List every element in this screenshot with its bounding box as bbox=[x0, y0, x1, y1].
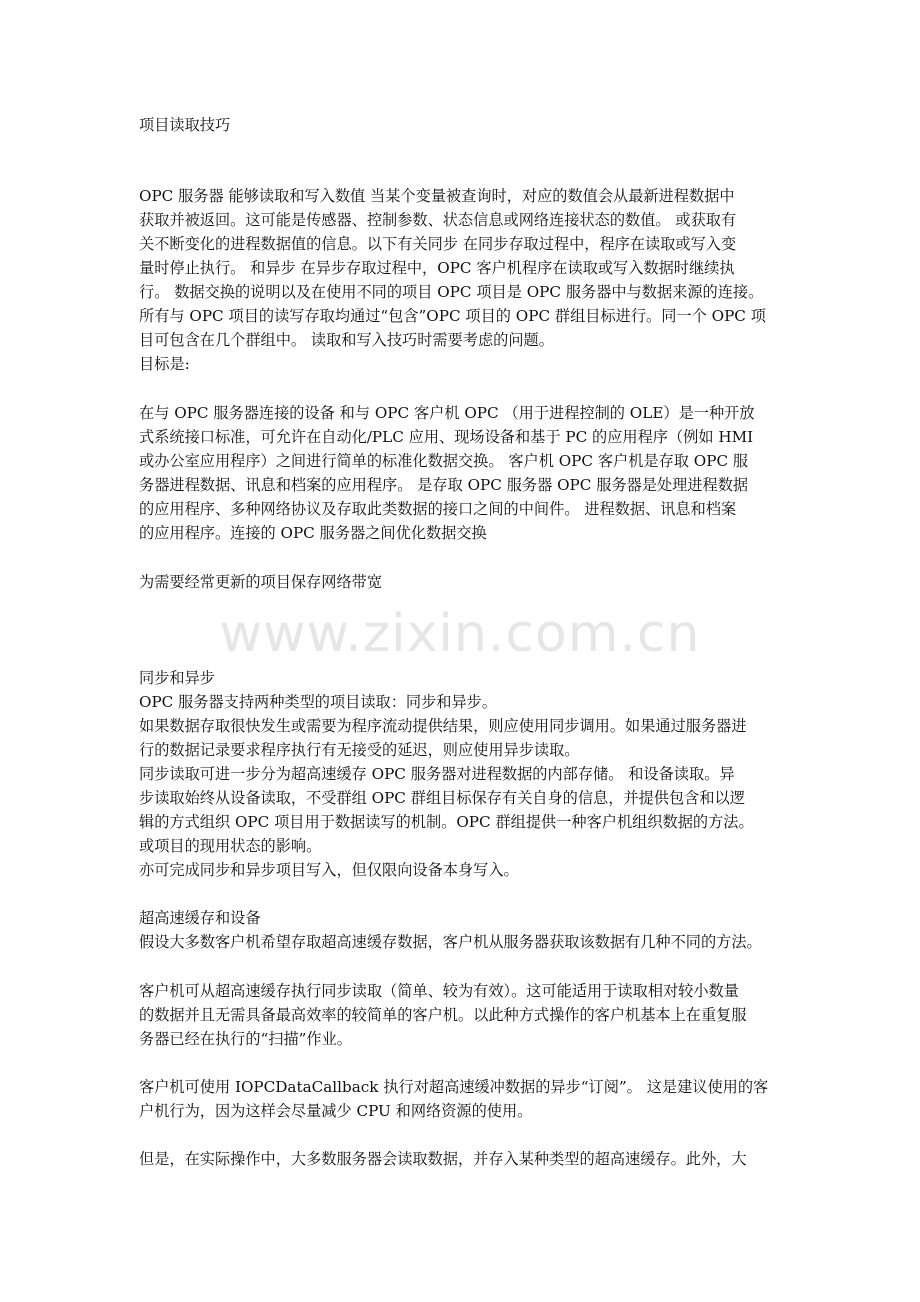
paragraph-line: 但是，在实际操作中，大多数服务器会读取数据，并存入某种类型的超高速缓存。此外，大 bbox=[139, 1150, 747, 1168]
paragraph-line: 为需要经常更新的项目保存网络带宽 bbox=[139, 573, 382, 591]
paragraph-line: 的应用程序。连接的 OPC 服务器之间优化数据交换 bbox=[139, 524, 487, 542]
paragraph-line: OPC 服务器 能够读取和写入数值 当某个变量被查询时，对应的数值会从最新进程数据中 bbox=[139, 187, 735, 205]
paragraph-line: 步读取始终从设备读取，不受群组 OPC 群组目标保存有关自身的信息，并提供包含和以逻 bbox=[139, 789, 745, 807]
paragraph-line: 亦可完成同步和异步项目写入，但仅限向设备本身写入。 bbox=[139, 861, 519, 879]
paragraph-line: 务器已经在执行的“扫描”作业。 bbox=[139, 1030, 352, 1048]
section-heading: 同步和异步 bbox=[139, 669, 215, 687]
paragraph-line: 在与 OPC 服务器连接的设备 和与 OPC 客户机 OPC （用于进程控制的 OLE）是一种开放 bbox=[139, 404, 755, 422]
paragraph-line: 所有与 OPC 项目的读写存取均通过“包含”OPC 项目的 OPC 群组目标进行。同一个 OPC 项 bbox=[139, 307, 766, 325]
paragraph-line: 式系统接口标准，可允许在自动化/PLC 应用、现场设备和基于 PC 的应用程序（例如 HMI bbox=[139, 428, 754, 446]
paragraph-line: 目可包含在几个群组中。 读取和写入技巧时需要考虑的问题。 bbox=[139, 331, 554, 349]
paragraph-line: 同步读取可进一步分为超高速缓存 OPC 服务器对进程数据的内部存储。 和设备读取。异 bbox=[139, 765, 735, 783]
paragraph-line: 的数据并且无需具备最高效率的较简单的客户机。以此种方式操作的客户机基本上在重复服 bbox=[139, 1006, 747, 1024]
paragraph-line: 户机行为，因为这样会尽量减少 CPU 和网络资源的使用。 bbox=[139, 1102, 533, 1120]
paragraph-line: 辑的方式组织 OPC 项目用于数据读写的机制。OPC 群组提供一种客户机组织数据的方法。 bbox=[139, 813, 754, 831]
paragraph-line: 务器进程数据、讯息和档案的应用程序。 是存取 OPC 服务器 OPC 服务器是处理进程数据 bbox=[139, 476, 749, 494]
watermark: www.zixin.com.cn bbox=[219, 604, 701, 664]
section-heading: 超高速缓存和设备 bbox=[139, 909, 261, 927]
document-title: 项目读取技巧 bbox=[139, 116, 231, 134]
paragraph-line: 行的数据记录要求程序执行有无接受的延迟，则应使用异步读取。 bbox=[139, 741, 580, 759]
paragraph-line: 或项目的现用状态的影响。 bbox=[139, 837, 322, 855]
paragraph-line: 量时停止执行。 和异步 在异步存取过程中，OPC 客户机程序在读取或写入数据时继续执 bbox=[139, 259, 735, 277]
paragraph-line: 目标是: bbox=[139, 355, 190, 373]
paragraph-line: 客户机可使用 IOPCDataCallback 执行对超高速缓冲数据的异步“订阅”。 这是建议使用的客 bbox=[139, 1078, 769, 1096]
paragraph-line: 或办公室应用程序）之间进行简单的标准化数据交换。 客户机 OPC 客户机是存取 OPC 服 bbox=[139, 452, 749, 470]
paragraph-line: 客户机可从超高速缓存执行同步读取（简单、较为有效）。这可能适用于读取相对较小数量 bbox=[139, 982, 739, 1000]
paragraph-line: 的应用程序、多种网络协议及存取此类数据的接口之间的中间件。 进程数据、讯息和档案 bbox=[139, 500, 737, 518]
paragraph-line: 关不断变化的进程数据值的信息。以下有关同步 在同步存取过程中，程序在读取或写入变 bbox=[139, 235, 737, 253]
paragraph-line: 获取并被返回。这可能是传感器、控制参数、状态信息或网络连接状态的数值。 或获取有 bbox=[139, 211, 737, 229]
paragraph-line: 如果数据存取很快发生或需要为程序流动提供结果，则应使用同步调用。如果通过服务器进 bbox=[139, 717, 747, 735]
paragraph-line: 假设大多数客户机希望存取超高速缓存数据，客户机从服务器获取该数据有几种不同的方法。 bbox=[139, 933, 762, 951]
paragraph-line: 行。 数据交换的说明以及在使用不同的项目 OPC 项目是 OPC 服务器中与数据来源的连接。 bbox=[139, 283, 764, 301]
paragraph-line: OPC 服务器支持两种类型的项目读取：同步和异步。 bbox=[139, 693, 498, 711]
